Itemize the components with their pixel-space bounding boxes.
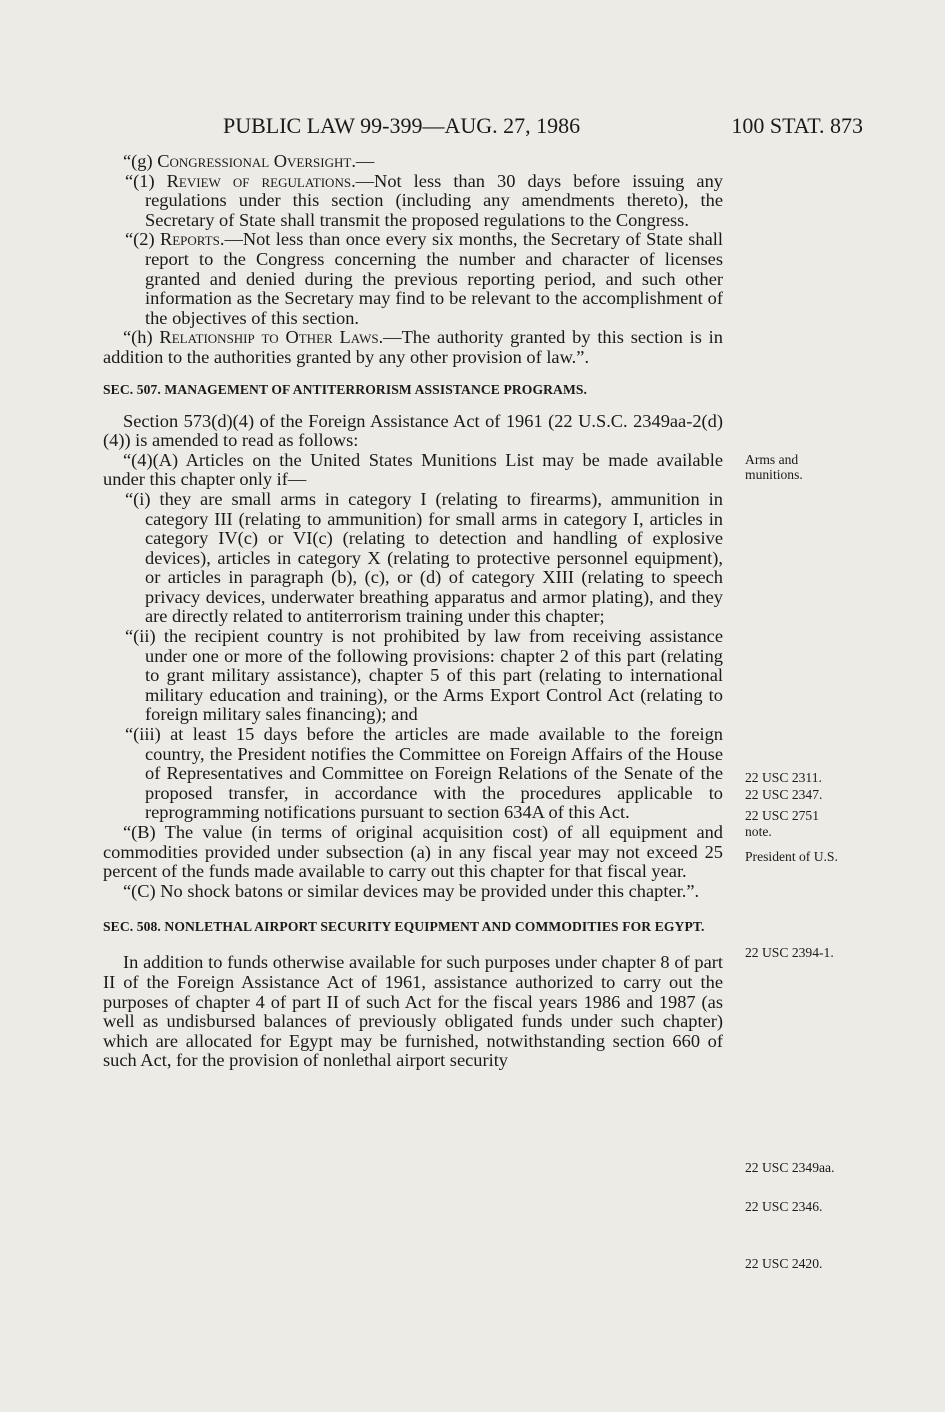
section-507-intro: Section 573(d)(4) of the Foreign Assistance Act of 1961 (22 U.S.C. 2349aa-2(d)(4)) is amended to read as follows: (103, 410, 723, 451)
paragraph-g2: “(2) Reports.—Not less than once every six months, the Secretary of State shall report to the Congress concerning the number and character of licenses granted and denied during the previous reporting period, and such other information as the Secretary may find to be relevant to the accomplishment of the objectives of this section. (125, 229, 723, 328)
paragraph-B: “(B) The value (in terms of original acquisition cost) of all equipment and commodities provided under subsection (a) in any fiscal year may not exceed 25 percent of the funds made available to carry out this chapter for that fiscal year. (103, 822, 723, 882)
paragraph-4A: “(4)(A) Articles on the United States Munitions List may be made available under this chapter only if— (103, 449, 723, 490)
note-president: President of U.S. (745, 849, 838, 864)
page-header (103, 113, 863, 143)
clause-iii: “(iii) at least 15 days before the articles are made available to the foreign country, the President notifies the Committee on Foreign Affairs of the House of Representatives and Committee on Foreign Relations of the Senate of the proposed transfer, in accordance with the procedures applicable to reprogramming notifications pursuant to section 634A of this Act. (125, 724, 723, 823)
stat-page-number: 100 STAT. 873 (731, 113, 863, 138)
paragraph-g1: “(1) Review of regulations.—Not less than 30 days before issuing any regulations under this section (including any amendments thereto), the Secretary of State shall transmit the proposed regulations to the Congress. (125, 170, 723, 230)
paragraph-h: “(h) Relationship to Other Laws.—The authority granted by this section is in addition to the authorities granted by any other provision of law.”. (103, 327, 723, 367)
note-munitions: munitions. (745, 467, 803, 482)
section-508-text: In addition to funds otherwise available for such purposes under chapter 8 of part II of the Foreign Assistance Act of 1961, assistance authorized to carry out the purposes of chapter 4 of part II of such Act for the fiscal years 1986 and 1987 (as well as undisbursed balances of previously obligated funds under such chapter) which are allocated for Egypt may be furnished, notwithstanding section 660 of such Act, for the provision of nonlethal airport security (103, 952, 723, 1071)
note-usc-2346: 22 USC 2346. (745, 1199, 823, 1214)
note-usc-2394-1: 22 USC 2394-1. (745, 945, 834, 960)
clause-i: “(i) they are small arms in category I (relating to firearms), ammunition in category III (relating to ammunition) for small arms in category I, articles in category IV(c) or VI(c) (relating to detection and handling of explosive devices), articles in category X (relating to protective personnel equipment), or articles in paragraph (b), (c), or (d) of category XIII (relating to speech privacy devices, underwater breathing apparatus and armor plating), and they are directly related to antiterrorism training under this chapter; (125, 488, 723, 627)
paragraph-C: “(C) No shock batons or similar devices may be provided under this chapter.”. (123, 880, 700, 901)
note-usc-2751: 22 USC 2751 (745, 808, 820, 823)
paragraph-g: “(g) Congressional Oversight.— (123, 151, 375, 171)
note-usc-2311: 22 USC 2311. (745, 770, 822, 785)
note-usc-2349aa: 22 USC 2349aa. (745, 1160, 835, 1175)
note-usc-2347: 22 USC 2347. (745, 787, 823, 802)
section-507-heading: SEC. 507. MANAGEMENT OF ANTITERRORISM ASSISTANCE PROGRAMS. (103, 381, 588, 397)
section-508-heading: SEC. 508. NONLETHAL AIRPORT SECURITY EQUIPMENT AND COMMODITIES FOR EGYPT. (103, 919, 705, 935)
clause-ii: “(ii) the recipient country is not prohibited by law from receiving assistance under one or more of the following provisions: chapter 2 of this part (relating to grant military assistance), chapter 5 of this part (relating to international military education and training), or the Arms Export Control Act (relating to foreign military sales financing); and (125, 626, 723, 725)
note-usc-2751-note: note. (745, 824, 772, 839)
note-arms: Arms and (745, 452, 799, 467)
note-usc-2420: 22 USC 2420. (745, 1256, 823, 1271)
law-title: PUBLIC LAW 99-399—AUG. 27, 1986 (223, 113, 581, 138)
body-text (103, 152, 723, 1071)
